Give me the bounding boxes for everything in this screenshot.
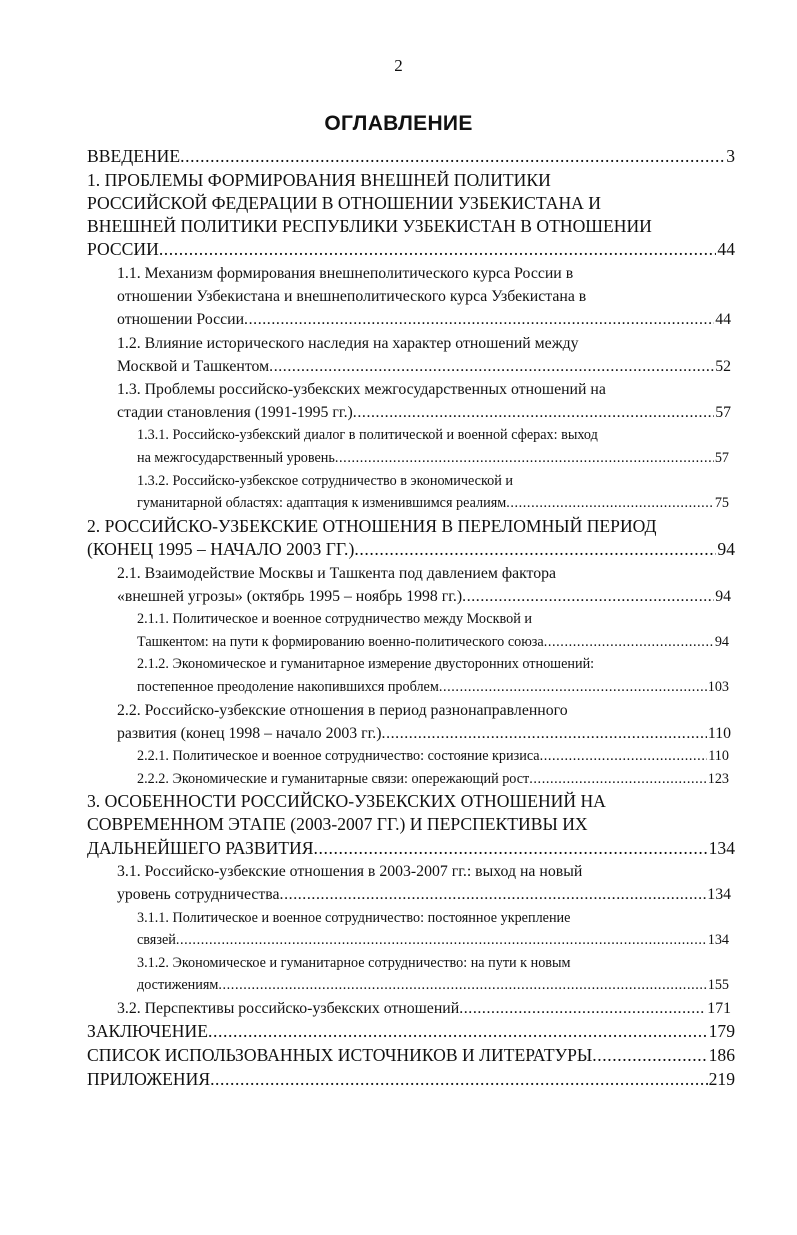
dot-leader xyxy=(592,1044,707,1067)
toc-entry-chapter-2[interactable] xyxy=(0,515,797,561)
toc-page-number: 94 xyxy=(715,587,731,605)
toc-entry-section-1-3[interactable] xyxy=(0,378,797,424)
toc-entry-section-1-1[interactable] xyxy=(0,262,797,332)
toc-entry-text: «внешней угрозы» (октябрь 1995 – ноябрь 1998 гг.) xyxy=(117,587,463,605)
toc-entry-text: достижениям xyxy=(137,977,219,994)
toc-entry-section-2-1[interactable] xyxy=(0,562,797,608)
toc-title: ОГЛАВЛЕНИЕ xyxy=(324,112,473,135)
toc-page-number: 110 xyxy=(708,747,729,764)
toc-page-number: 134 xyxy=(707,886,731,904)
toc-entry-text: развития (конец 1998 – начало 2003 гг.) xyxy=(117,724,382,742)
page-number: 2 xyxy=(394,56,403,75)
toc-page-number: 123 xyxy=(707,770,729,787)
dot-leader xyxy=(354,538,716,561)
toc-entry-text: на межгосударственный уровень xyxy=(137,450,335,467)
toc-entry-subsection-3-1-2[interactable] xyxy=(0,952,797,997)
toc-entry-line: 2.1. Взаимодействие Москвы и Ташкента под давлением фактора xyxy=(117,564,557,582)
toc-entry-subsection-1-3-2[interactable] xyxy=(0,470,797,515)
toc-entry-line: 2.2. Российско-узбекские отношения в период разнонаправленного xyxy=(117,701,568,719)
toc-entry-line: 3. ОСОБЕННОСТИ РОССИЙСКО-УЗБЕКСКИХ ОТНОШЕНИЙ НА xyxy=(87,791,606,812)
toc-entry-line: 1.1. Механизм формирования внешнеполитического курса России в xyxy=(117,265,574,283)
toc-entry-subsection-3-1-1[interactable] xyxy=(0,907,797,952)
toc-entry-line: 1.3.2. Российско-узбекское сотрудничество в экономической и xyxy=(137,472,513,489)
toc-entry-text: Москвой и Ташкентом xyxy=(117,357,270,375)
toc-entry-text: ДАЛЬНЕЙШЕГО РАЗВИТИЯ xyxy=(87,837,314,858)
table-of-contents xyxy=(0,145,797,1091)
toc-entry-text: ЗАКЛЮЧЕНИЕ xyxy=(87,1021,208,1042)
toc-page-number: 52 xyxy=(715,357,731,375)
toc-entry-text: отношении России xyxy=(117,311,245,329)
toc-page-number: 134 xyxy=(707,932,729,949)
toc-page-number: 103 xyxy=(707,678,729,695)
dot-leader xyxy=(544,631,714,654)
dot-leader xyxy=(313,837,707,860)
toc-page-number: 110 xyxy=(707,724,731,742)
toc-entry-text: Ташкентом: на пути к формированию военно-политического союза xyxy=(137,633,544,650)
toc-page-number: 3 xyxy=(726,146,735,166)
toc-entry-text: стадии становления (1991-1995 гг.) xyxy=(117,404,353,422)
dot-leader xyxy=(540,745,708,768)
toc-page-number: 57 xyxy=(714,450,729,467)
toc-entry-text: ВВЕДЕНИЕ xyxy=(87,146,181,166)
toc-entry-text: 3.2. Перспективы российско-узбекских отношений xyxy=(117,999,460,1017)
dot-leader xyxy=(218,974,706,997)
dot-leader xyxy=(210,1068,708,1091)
toc-entry-line: 1. ПРОБЛЕМЫ ФОРМИРОВАНИЯ ВНЕШНЕЙ ПОЛИТИКИ xyxy=(87,169,551,190)
toc-entry-text: ПРИЛОЖЕНИЯ xyxy=(87,1068,211,1089)
toc-page-number: 171 xyxy=(707,999,731,1017)
toc-entry-section-3-2[interactable] xyxy=(0,997,797,1020)
toc-entry-line: отношении Узбекистана и внешнеполитического курса Узбекистана в xyxy=(117,288,587,306)
toc-entry-line: 3.1. Российско-узбекские отношения в 2003-2007 гг.: выход на новый xyxy=(117,863,583,881)
dot-leader xyxy=(176,929,707,952)
toc-entry-line: 2.1.2. Экономическое и гуманитарное измерение двусторонних отношений: xyxy=(137,656,595,673)
toc-page-number: 179 xyxy=(708,1021,735,1042)
toc-entry-subsection-2-2-2[interactable] xyxy=(0,768,797,791)
dot-leader xyxy=(529,768,706,791)
toc-entry-text: постепенное преодоление накопившихся проблем xyxy=(137,678,439,695)
dot-leader xyxy=(459,997,706,1020)
toc-page-number: 44 xyxy=(717,239,735,260)
toc-entry-line: 2. РОССИЙСКО-УЗБЕКСКИЕ ОТНОШЕНИЯ В ПЕРЕЛОМНЫЙ ПЕРИОД xyxy=(87,515,657,536)
toc-entry-line: 3.1.1. Политическое и военное сотрудничество: постоянное укрепление xyxy=(137,909,571,926)
toc-entry-line: СОВРЕМЕННОМ ЭТАПЕ (2003-2007 ГГ.) И ПЕРСПЕКТИВЫ ИХ xyxy=(87,814,588,835)
toc-entry-text: (КОНЕЦ 1995 – НАЧАЛО 2003 ГГ.) xyxy=(87,539,355,560)
dot-leader xyxy=(208,1020,708,1043)
toc-entry-text: уровень сотрудничества xyxy=(117,886,280,904)
dot-leader xyxy=(462,585,714,608)
toc-page-number: 219 xyxy=(708,1068,735,1089)
toc-entry-conclusion[interactable] xyxy=(0,1020,797,1043)
toc-entry-text: гуманитарной областях: адаптация к изменившимся реалиям xyxy=(137,495,507,512)
dot-leader xyxy=(269,355,714,378)
toc-page-number: 155 xyxy=(707,977,729,994)
toc-entry-text: связей xyxy=(137,932,176,949)
toc-page-number: 57 xyxy=(715,404,731,422)
toc-entry-text: 2.2.2. Экономические и гуманитарные связи: опережающий рост xyxy=(137,770,530,787)
toc-page-number: 94 xyxy=(714,633,729,650)
toc-entry-line: ВНЕШНЕЙ ПОЛИТИКИ РЕСПУБЛИКИ УЗБЕКИСТАН В ОТНОШЕНИИ xyxy=(87,216,652,237)
toc-entry-line: 2.1.1. Политическое и военное сотрудничество между Москвой и xyxy=(137,611,532,628)
toc-entry-subsection-2-1-2[interactable] xyxy=(0,653,797,698)
dot-leader xyxy=(280,883,707,906)
dot-leader xyxy=(439,676,707,699)
toc-entry-section-3-1[interactable] xyxy=(0,860,797,906)
dot-leader xyxy=(506,492,714,515)
toc-entry-text: РОССИИ xyxy=(87,239,159,260)
toc-entry-line: 1.3. Проблемы российско-узбекских межгосударственных отношений на xyxy=(117,381,606,399)
toc-page-number: 75 xyxy=(714,495,729,512)
dot-leader xyxy=(159,238,717,261)
toc-page-number: 94 xyxy=(717,539,735,560)
toc-entry-chapter-1[interactable] xyxy=(0,169,797,262)
toc-entry-subsection-2-1-1[interactable] xyxy=(0,608,797,653)
toc-entry-appendices[interactable] xyxy=(0,1068,797,1091)
toc-entry-subsection-2-2-1[interactable] xyxy=(0,745,797,768)
dot-leader xyxy=(335,447,714,470)
dot-leader xyxy=(244,308,714,331)
dot-leader xyxy=(180,145,725,168)
dot-leader xyxy=(353,401,714,424)
toc-entry-line: 1.3.1. Российско-узбекский диалог в политической и военной сферах: выход xyxy=(137,427,598,444)
toc-page-number: 44 xyxy=(715,311,731,329)
toc-entry-text: 2.2.1. Политическое и военное сотрудничество: состояние кризиса xyxy=(137,747,540,764)
toc-page-number: 134 xyxy=(708,837,735,858)
toc-entry-chapter-3[interactable] xyxy=(0,790,797,860)
toc-entry-section-1-2[interactable] xyxy=(0,332,797,378)
toc-page-number: 186 xyxy=(708,1044,735,1065)
toc-entry-introduction[interactable] xyxy=(0,145,797,168)
toc-entry-section-2-2[interactable] xyxy=(0,699,797,745)
toc-entry-line: 3.1.2. Экономическое и гуманитарное сотрудничество: на пути к новым xyxy=(137,954,571,971)
toc-entry-line: 1.2. Влияние исторического наследия на характер отношений между xyxy=(117,334,579,352)
toc-entry-subsection-1-3-1[interactable] xyxy=(0,424,797,469)
dot-leader xyxy=(382,722,707,745)
toc-entry-text: СПИСОК ИСПОЛЬЗОВАННЫХ ИСТОЧНИКОВ И ЛИТЕРАТУРЫ xyxy=(87,1044,593,1065)
toc-entry-line: РОССИЙСКОЙ ФЕДЕРАЦИИ В ОТНОШЕНИИ УЗБЕКИСТАНА И xyxy=(87,192,601,213)
toc-entry-bibliography[interactable] xyxy=(0,1044,797,1067)
